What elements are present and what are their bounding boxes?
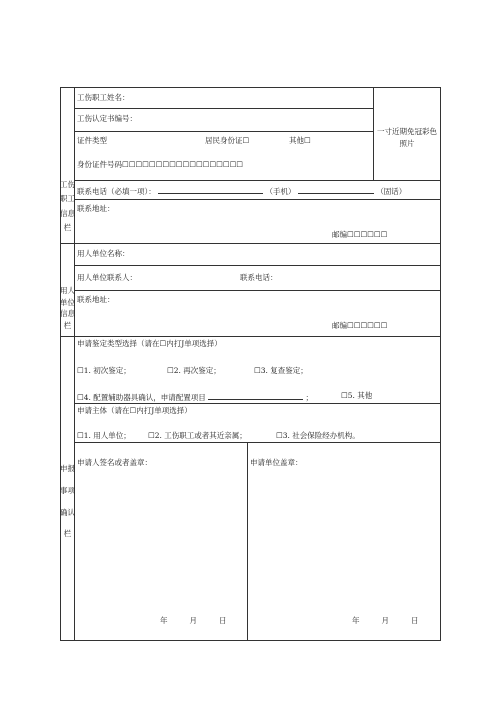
id-type-other-checkbox[interactable]: 其他☐ xyxy=(289,136,311,145)
id-type-resident-checkbox[interactable]: 居民身份证☐ xyxy=(205,136,250,145)
fixed-tag: （固话） xyxy=(376,187,407,196)
section-divider xyxy=(60,336,440,337)
employer-seal-date: 年 月 日 xyxy=(352,616,419,625)
worker-postcode-field[interactable]: 邮编☐☐☐☐☐☐ xyxy=(332,230,388,239)
worker-section-label: 工伤 职工 信息 栏 xyxy=(60,180,75,232)
signature-column-divider xyxy=(247,442,248,641)
row-divider xyxy=(74,403,440,404)
mobile-phone-field[interactable] xyxy=(158,186,263,194)
option-review-appraisal[interactable]: ☐3. 复查鉴定； xyxy=(254,366,308,375)
id-number-field[interactable]: 身份证件号码☐☐☐☐☐☐☐☐☐☐☐☐☐☐☐☐☐☐ xyxy=(77,160,244,169)
applicant-subject-heading: 申请主体（请在☐内打J单项选择） xyxy=(77,406,192,415)
injury-cert-number-label: 工伤认定书编号： xyxy=(77,114,137,123)
option-reappraisal[interactable]: ☐2. 再次鉴定； xyxy=(167,366,221,375)
subject-social-insurance-option[interactable]: ☐3. 社会保险经办机构。 xyxy=(276,431,360,440)
mobile-tag: （手机） xyxy=(265,187,296,196)
option-assistive-device[interactable]: ☐4. 配置辅助器具确认，申请配置项目 xyxy=(77,393,206,402)
row-divider xyxy=(74,180,440,181)
section-divider xyxy=(60,243,440,244)
employer-postcode-field[interactable]: 邮编☐☐☐☐☐☐ xyxy=(332,321,388,330)
worker-phone-row xyxy=(77,186,406,196)
application-section-label: 申报 事项 确认 栏 xyxy=(60,464,75,539)
assistive-device-item-field[interactable] xyxy=(208,392,303,400)
employer-seal-label: 申请单位盖章： xyxy=(250,458,303,467)
employer-contact-label: 用人单位联系人： xyxy=(77,273,137,282)
table-top-border xyxy=(60,87,440,88)
option-initial-appraisal[interactable]: ☐1. 初次鉴定； xyxy=(77,366,131,375)
label-column-divider xyxy=(74,87,75,641)
row-divider xyxy=(74,199,440,200)
employer-name-label: 用人单位名称： xyxy=(77,249,130,258)
row-divider xyxy=(74,442,440,443)
table-bottom-border xyxy=(60,640,440,641)
applicant-signature-label: 申请人签名或者盖章： xyxy=(77,458,152,467)
employer-phone-label: 联系电话： xyxy=(240,273,278,282)
phone-label: 联系电话（必填一项）： xyxy=(77,187,156,196)
worker-address-label: 联系地址： xyxy=(77,204,115,213)
id-type-label: 证件类型 xyxy=(77,136,107,145)
row-divider xyxy=(74,131,373,132)
subject-worker-option[interactable]: ☐2. 工伤职工或者其近亲属； xyxy=(148,431,247,440)
employer-section-label: 用人 单位 信息 栏 xyxy=(60,286,75,330)
option-other[interactable]: ☐5. 其他 xyxy=(341,391,373,400)
applicant-sign-date: 年 月 日 xyxy=(160,616,227,625)
worker-name-label: 工伤职工姓名： xyxy=(77,93,130,102)
row-divider xyxy=(74,265,440,266)
row-divider xyxy=(74,290,440,291)
option-assistive-device-row: ☐4. 配置辅助器具确认，申请配置项目 ； xyxy=(77,393,314,402)
table-right-border xyxy=(440,87,441,641)
subject-employer-option[interactable]: ☐1. 用人单位； xyxy=(77,431,131,440)
row-divider xyxy=(74,108,373,109)
fixed-phone-field[interactable] xyxy=(298,186,374,194)
photo-placeholder: 一寸近期免冠彩色 照片 xyxy=(377,127,437,148)
employer-address-label: 联系地址： xyxy=(77,295,115,304)
table-left-border xyxy=(60,87,61,641)
appraisal-type-heading: 申请鉴定类型选择（请在☐内打J单项选择） xyxy=(77,339,222,348)
